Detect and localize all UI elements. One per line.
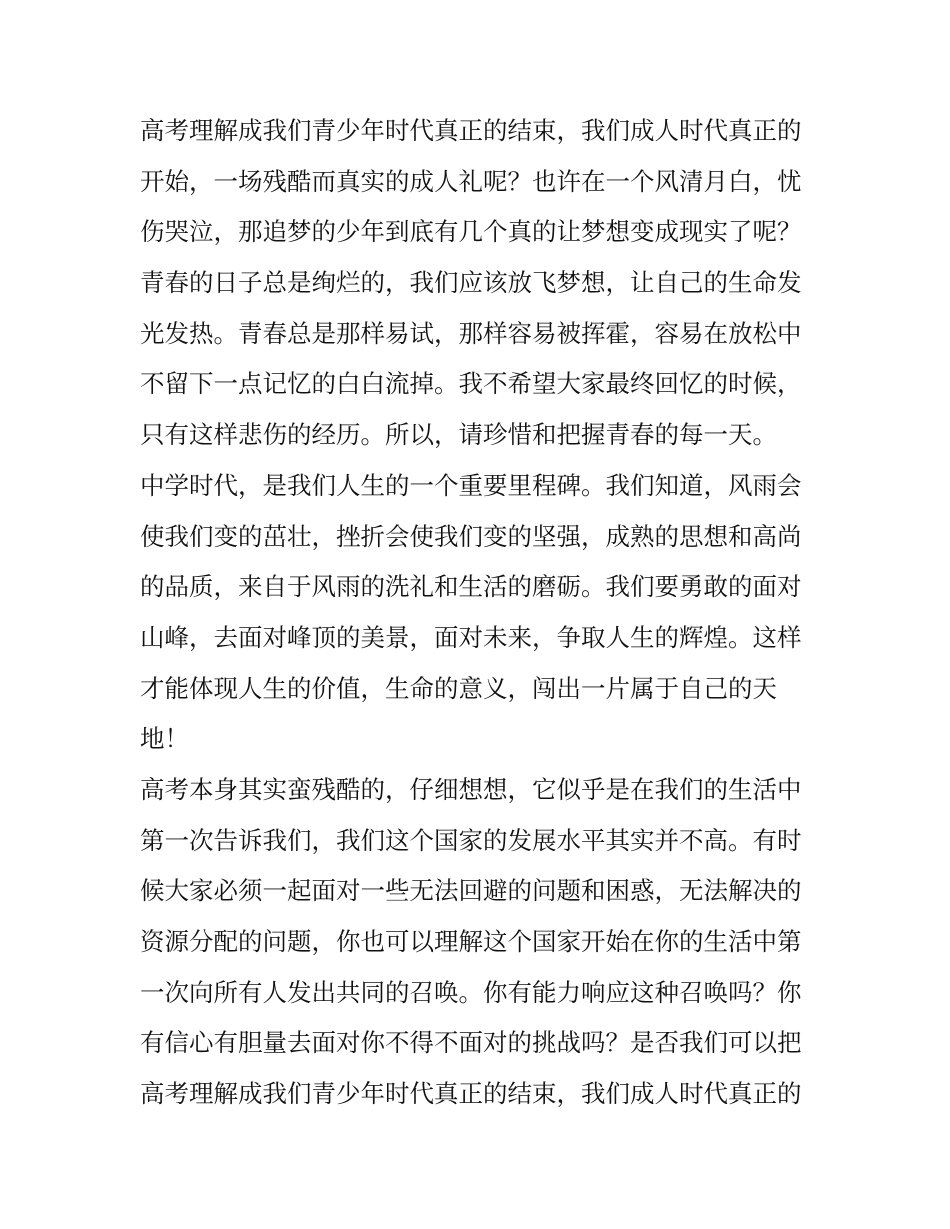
text-line: 光发热。青春总是那样易试，那样容易被挥霍，容易在放松中 [140, 318, 802, 348]
text-line: 候大家必须一起面对一些无法回避的问题和困惑，无法解决的 [140, 876, 802, 906]
text-line: 一次向所有人发出共同的召唤。你有能力响应这种召唤吗？你 [140, 977, 802, 1007]
text-line: 高考本身其实蛮残酷的，仔细想想，它似乎是在我们的生活中 [140, 774, 802, 804]
text-line: 开始，一场残酷而真实的成人礼呢？也许在一个风清月白，忧 [140, 166, 802, 196]
text-line: 资源分配的问题，你也可以理解这个国家开始在你的生活中第 [140, 927, 802, 956]
text-line: 才能体现人生的价值，生命的意义，闯出一片属于自己的天 [140, 673, 777, 703]
text-line: 高考理解成我们青少年时代真正的结束，我们成人时代真正的 [140, 116, 802, 145]
text-line: 中学时代，是我们人生的一个重要里程碑。我们知道，风雨会 [140, 470, 802, 500]
text-line: 的品质，来自于风雨的洗礼和生活的磨砺。我们要勇敢的面对 [140, 572, 802, 602]
text-line: 使我们变的茁壮，挫折会使我们变的坚强，成熟的思想和高尚 [140, 521, 802, 551]
text-line: 山峰，去面对峰顶的美景，面对未来，争取人生的辉煌。这样 [140, 622, 802, 652]
text-line: 只有这样悲伤的经历。所以，请珍惜和把握青春的每一天。 [140, 420, 777, 450]
text-line: 青春的日子总是绚烂的，我们应该放飞梦想，让自己的生命发 [140, 268, 802, 298]
text-line: 高考理解成我们青少年时代真正的结束，我们成人时代真正的 [140, 1079, 802, 1109]
body-text [140, 106, 830, 1120]
text-line: 不留下一点记忆的白白流掉。我不希望大家最终回忆的时候， [140, 369, 802, 399]
text-line: 有信心有胆量去面对你不得不面对的挑战吗？是否我们可以把 [140, 1028, 802, 1058]
text-line: 伤哭泣，那追梦的少年到底有几个真的让梦想变成现实了呢？ [140, 217, 802, 247]
text-line: 第一次告诉我们，我们这个国家的发展水平其实并不高。有时 [140, 825, 802, 855]
text-line: 地！ [140, 724, 189, 754]
